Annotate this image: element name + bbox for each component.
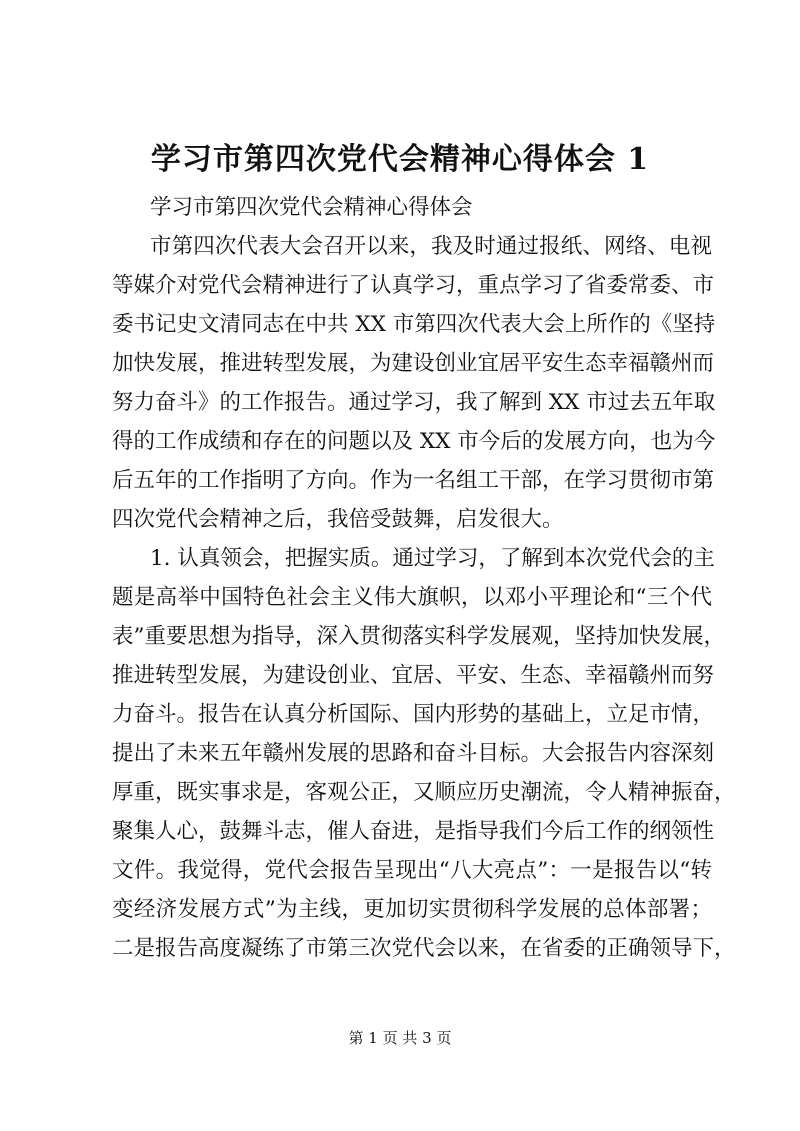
paragraph-line: 文件。我觉得，党代会报告呈现出“八大亮点”：一是报告以“转: [112, 858, 712, 883]
document-body: [112, 188, 736, 968]
subtitle-line: 学习市第四次党代会精神心得体会: [150, 195, 473, 220]
paragraph-line: 提出了未来五年赣州发展的思路和奋斗目标。大会报告内容深刻: [112, 741, 715, 766]
paragraph-line: 委书记史文清同志在中共 XX 市第四次代表大会上所作的《坚持: [112, 312, 716, 337]
paragraph-line: 得的工作成绩和存在的问题以及 XX 市今后的发展方向，也为今: [112, 429, 716, 454]
document-title: 学习市第四次党代会精神心得体会 1: [150, 142, 650, 177]
paragraph-line: 表”重要思想为指导，深入贯彻落实科学发展观，坚持加快发展，: [112, 624, 725, 649]
paragraph-line: 加快发展，推进转型发展，为建设创业宜居平安生态幸福赣州而: [112, 351, 715, 376]
paragraph-line: 聚集人心，鼓舞斗志，催人奋进，是指导我们今后工作的纲领性: [112, 819, 715, 844]
paragraph-line: 题是高举中国特色社会主义伟大旗帜，以邓小平理论和“三个代: [112, 585, 712, 610]
paragraph-line: 变经济发展方式”为主线，更加切实贯彻科学发展的总体部署；: [112, 897, 712, 922]
paragraph-line: 1. 认真领会，把握实质。通过学习，了解到本次党代会的主: [150, 546, 715, 571]
paragraph-line: 推进转型发展，为建设创业、宜居、平安、生态、幸福赣州而努: [112, 663, 715, 688]
paragraph-line: 后五年的工作指明了方向。作为一名组工干部，在学习贯彻市第: [112, 468, 715, 493]
paragraph-line: 努力奋斗》的工作报告。通过学习，我了解到 XX 市过去五年取: [112, 390, 716, 415]
paragraph-line: 力奋斗。报告在认真分析国际、国内形势的基础上，立足市情，: [112, 702, 715, 727]
paragraph-line: 四次党代会精神之后，我倍受鼓舞，启发很大。: [112, 507, 564, 532]
paragraph-line: 等媒介对党代会精神进行了认真学习，重点学习了省委常委、市: [112, 273, 715, 298]
paragraph-line: 厚重，既实事求是，客观公正，又顺应历史潮流，令人精神振奋，: [112, 780, 736, 805]
paragraph-line: 市第四次代表大会召开以来，我及时通过报纸、网络、电视: [150, 234, 712, 259]
paragraph-line: 二是报告高度凝练了市第三次党代会以来，在省委的正确领导下，: [112, 936, 736, 961]
page-footer: 第 1 页 共 3 页: [348, 1029, 452, 1047]
